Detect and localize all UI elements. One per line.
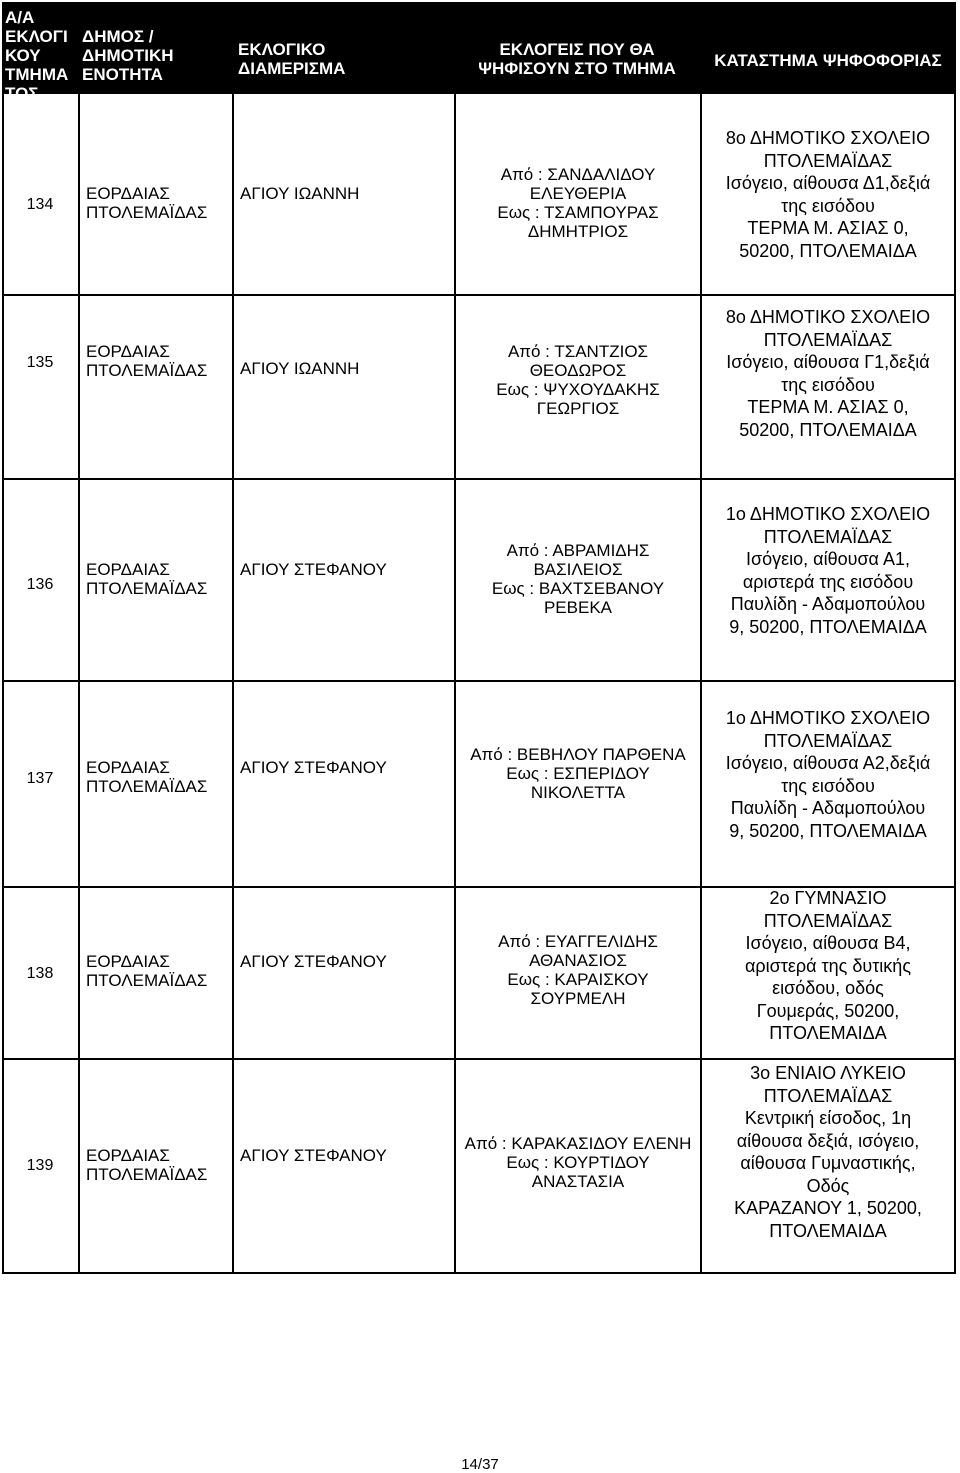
municipality-line: ΠΤΟΛΕΜΑΪΔΑΣ: [86, 1165, 208, 1184]
municipality-cell: [78, 296, 232, 480]
polling-station-cell: [700, 94, 956, 296]
header-line: ΕΚΛΟΓΙΚΟ: [238, 40, 326, 59]
station-line: ΠΤΟΛΕΜΑΪΔΑΣ: [763, 1085, 893, 1106]
district-cell: [232, 480, 454, 682]
voters-line: Εως : ΚΟΥΡΤΙΔΟΥ: [506, 1153, 650, 1172]
station-line: αριστερά της εισόδου: [742, 571, 914, 592]
header-line: ΔΗΜΟΣ /: [82, 27, 154, 46]
voters-line: ΒΑΣΙΛΕΙΟΣ: [533, 560, 623, 579]
polling-station-cell: [700, 480, 956, 682]
station-line: ΤΕΡΜΑ Μ. ΑΣΙΑΣ 0,: [747, 218, 909, 238]
table-row: [2, 1060, 956, 1274]
header-line: ΤΜΗΜΑ: [5, 65, 69, 84]
voters-line: Από : ΚΑΡΑΚΑΣΙΔΟΥ ΕΛΕΝΗ: [464, 1134, 692, 1153]
section-number: 139: [26, 1157, 54, 1174]
station-line: της εισόδου: [781, 775, 875, 796]
district-name: ΑΓΙΟΥ ΣΤΕΦΑΝΟΥ: [240, 758, 387, 777]
voters-line: Από : ΤΣΑΝΤΖΙΟΣ: [507, 342, 649, 361]
voters-line: ΑΝΑΣΤΑΣΙΑ: [531, 1172, 625, 1191]
station-line: της εισόδου: [781, 195, 875, 216]
voters-line: ΑΘΑΝΑΣΙΟΣ: [529, 951, 627, 970]
voters-line: Από : ΒΕΒΗΛΟΥ ΠΑΡΘΕΝΑ: [470, 745, 686, 764]
voters-line: Από : ΑΒΡΑΜΙΔΗΣ: [506, 541, 650, 560]
station-line: ΠΤΟΛΕΜΑΪΔΑΣ: [763, 150, 893, 171]
station-line: Παυλίδη - Αδαμοπούλου: [730, 594, 926, 614]
header-line: ΚΟΥ: [5, 46, 41, 65]
station-line: Γουμεράς, 50200,: [756, 1000, 900, 1021]
page-number: 14/37: [461, 1456, 499, 1473]
municipality-cell: [78, 1060, 232, 1274]
voters-line: Εως : ΒΑΧΤΣΕΒΑΝΟΥ: [491, 579, 665, 598]
station-line: ΠΤΟΛΕΜΑΙΔΑ: [769, 1220, 887, 1241]
station-line: Ισόγειο, αίθουσα Γ1,δεξιά: [726, 352, 930, 372]
municipality-line: ΠΤΟΛΕΜΑΪΔΑΣ: [86, 971, 208, 990]
table-row: [2, 296, 956, 480]
district-name: ΑΓΙΟΥ ΣΤΕΦΑΝΟΥ: [240, 560, 387, 579]
municipality-line: ΕΟΡΔΑΙΑΣ: [86, 1146, 170, 1165]
station-line: ΠΤΟΛΕΜΑΙΔΑ: [769, 1023, 887, 1043]
station-line: 1ο ΔΗΜΟΤΙΚΟ ΣΧΟΛΕΙΟ: [725, 504, 931, 524]
station-line: Ισόγειο, αίθουσα Α2,δεξιά: [725, 753, 931, 773]
station-line: Κεντρική είσοδος, 1η: [744, 1108, 912, 1128]
district-cell: [232, 296, 454, 480]
municipality-line: ΕΟΡΔΑΙΑΣ: [86, 342, 170, 361]
voters-line: Εως : ΚΑΡΑΙΣΚΟΥ: [507, 970, 649, 989]
station-line: Ισόγειο, αίθουσα Β4,: [745, 933, 911, 953]
section-number-cell: [2, 888, 78, 1060]
station-line: εισόδου, οδός: [772, 978, 884, 998]
header-polling-station: ΚΑΤΑΣΤΗΜΑ ΨΗΦΟΦΟΡΙΑΣ: [714, 51, 942, 70]
district-cell: [232, 94, 454, 296]
table-row: [2, 682, 956, 888]
voters-cell: [454, 480, 700, 682]
district-name: ΑΓΙΟΥ ΙΩΑΝΝΗ: [240, 359, 360, 378]
station-line: ΠΤΟΛΕΜΑΪΔΑΣ: [763, 526, 893, 547]
header-line: ΕΚΛΟΓΕΙΣ ΠΟΥ ΘΑ: [499, 40, 655, 59]
section-number: 138: [26, 965, 54, 982]
station-line: ΠΤΟΛΕΜΑΪΔΑΣ: [763, 329, 893, 350]
voters-line: Εως : ΕΣΠΕΡΙΔΟΥ: [506, 764, 650, 783]
polling-station-cell: [700, 1060, 956, 1274]
station-line: Παυλίδη - Αδαμοπούλου: [730, 798, 926, 818]
voters-cell: [454, 94, 700, 296]
voters-line: Από : ΣΑΝΔΑΛΙΔΟΥ: [500, 165, 656, 184]
voters-cell: [454, 888, 700, 1060]
header-line: ΕΝΟΤΗΤΑ: [82, 65, 163, 84]
station-line: αίθουσα δεξιά, ισόγειο,: [736, 1130, 920, 1151]
district-name: ΑΓΙΟΥ ΙΩΑΝΝΗ: [240, 184, 360, 203]
voters-line: ΔΗΜΗΤΡΙΟΣ: [527, 222, 629, 241]
table-row: [2, 94, 956, 296]
municipality-cell: [78, 94, 232, 296]
station-line: αριστερά της δυτικής: [745, 955, 911, 976]
section-number: 134: [26, 196, 54, 213]
voters-line: ΘΕΟΔΩΡΟΣ: [529, 361, 627, 380]
voters-line: Εως : ΤΣΑΜΠΟΥΡΑΣ: [497, 203, 659, 222]
station-line: ΠΤΟΛΕΜΑΪΔΑΣ: [763, 730, 893, 751]
section-number-cell: [2, 296, 78, 480]
municipality-line: ΠΤΟΛΕΜΑΪΔΑΣ: [86, 579, 208, 598]
section-number: 137: [26, 770, 54, 787]
header-line: ΔΙΑΜΕΡΙΣΜΑ: [238, 59, 346, 78]
polling-station-cell: [700, 888, 956, 1060]
section-number-cell: [2, 480, 78, 682]
voters-cell: [454, 682, 700, 888]
district-cell: [232, 888, 454, 1060]
voters-line: ΡΕΒΕΚΑ: [543, 598, 613, 617]
table-header: [2, 2, 956, 103]
voters-cell: [454, 1060, 700, 1274]
section-number: 136: [26, 576, 54, 593]
section-number-cell: [2, 682, 78, 888]
station-line: 50200, ΠΤΟΛΕΜΑΙΔΑ: [739, 419, 917, 440]
station-line: 8ο ΔΗΜΟΤΙΚΟ ΣΧΟΛΕΙΟ: [725, 128, 931, 148]
station-line: 8ο ΔΗΜΟΤΙΚΟ ΣΧΟΛΕΙΟ: [725, 307, 931, 327]
polling-station-cell: [700, 682, 956, 888]
voters-line: Από : ΕΥΑΓΓΕΛΙΔΗΣ: [498, 932, 658, 951]
header-municipality: [82, 27, 232, 84]
voters-line: Εως : ΨΥΧΟΥΔΑΚΗΣ: [496, 380, 660, 399]
station-line: της εισόδου: [781, 374, 875, 395]
municipality-line: ΠΤΟΛΕΜΑΪΔΑΣ: [86, 361, 208, 380]
section-number-cell: [2, 94, 78, 296]
station-line: Ισόγειο, αίθουσα Δ1,δεξιά: [725, 173, 931, 193]
municipality-line: ΠΤΟΛΕΜΑΪΔΑΣ: [86, 777, 208, 796]
header-district: [238, 40, 452, 78]
table-row: [2, 480, 956, 682]
voters-line: ΕΛΕΥΘΕΡΙΑ: [529, 184, 627, 203]
table-row: [2, 888, 956, 1060]
station-line: 1ο ΔΗΜΟΤΙΚΟ ΣΧΟΛΕΙΟ: [725, 708, 931, 728]
header-line: ΔΗΜΟΤΙΚΗ: [82, 46, 174, 65]
station-line: ΤΕΡΜΑ Μ. ΑΣΙΑΣ 0,: [747, 397, 909, 417]
municipality-line: ΕΟΡΔΑΙΑΣ: [86, 184, 170, 203]
municipality-line: ΕΟΡΔΑΙΑΣ: [86, 560, 170, 579]
voters-cell: [454, 296, 700, 480]
station-line: 9, 50200, ΠΤΟΛΕΜΑΙΔΑ: [729, 820, 927, 841]
section-number-cell: [2, 1060, 78, 1274]
station-line: 2ο ΓΥΜΝΑΣΙΟ: [769, 888, 887, 908]
section-number: 135: [26, 354, 54, 371]
voters-line: ΝΙΚΟΛΕΤΤΑ: [530, 783, 626, 802]
station-line: αίθουσα Γυμναστικής,: [740, 1153, 916, 1173]
district-cell: [232, 682, 454, 888]
station-line: Οδός: [806, 1175, 850, 1196]
station-line: 3ο ΕΝΙΑΙΟ ΛΥΚΕΙΟ: [750, 1063, 906, 1083]
municipality-cell: [78, 682, 232, 888]
header-line: ΨΗΦΙΣΟΥΝ ΣΤΟ ΤΜΗΜΑ: [478, 59, 676, 78]
station-line: ΠΤΟΛΕΜΑΪΔΑΣ: [763, 910, 893, 931]
station-line: 9, 50200, ΠΤΟΛΕΜΑΙΔΑ: [729, 616, 927, 637]
municipality-line: ΕΟΡΔΑΙΑΣ: [86, 758, 170, 777]
district-cell: [232, 1060, 454, 1274]
municipality-line: ΠΤΟΛΕΜΑΪΔΑΣ: [86, 203, 208, 222]
district-name: ΑΓΙΟΥ ΣΤΕΦΑΝΟΥ: [240, 952, 387, 971]
header-line: Α/Α: [5, 8, 35, 27]
header-voters: [454, 40, 700, 78]
municipality-cell: [78, 480, 232, 682]
district-name: ΑΓΙΟΥ ΣΤΕΦΑΝΟΥ: [240, 1146, 387, 1165]
municipality-line: ΕΟΡΔΑΙΑΣ: [86, 952, 170, 971]
municipality-cell: [78, 888, 232, 1060]
voters-line: ΣΟΥΡΜΕΛΗ: [530, 989, 626, 1008]
polling-station-cell: [700, 296, 956, 480]
station-line: Ισόγειο, αίθουσα Α1,: [746, 549, 910, 569]
station-line: 50200, ΠΤΟΛΕΜΑΙΔΑ: [739, 240, 917, 261]
header-section-number: [5, 8, 77, 103]
station-line: ΚΑΡΑΖΑΝΟΥ 1, 50200,: [734, 1198, 922, 1218]
header-line: ΕΚΛΟΓΙ: [5, 27, 68, 46]
voters-line: ΓΕΩΡΓΙΟΣ: [536, 399, 620, 418]
header-line: ΤΟΣ: [5, 84, 39, 103]
